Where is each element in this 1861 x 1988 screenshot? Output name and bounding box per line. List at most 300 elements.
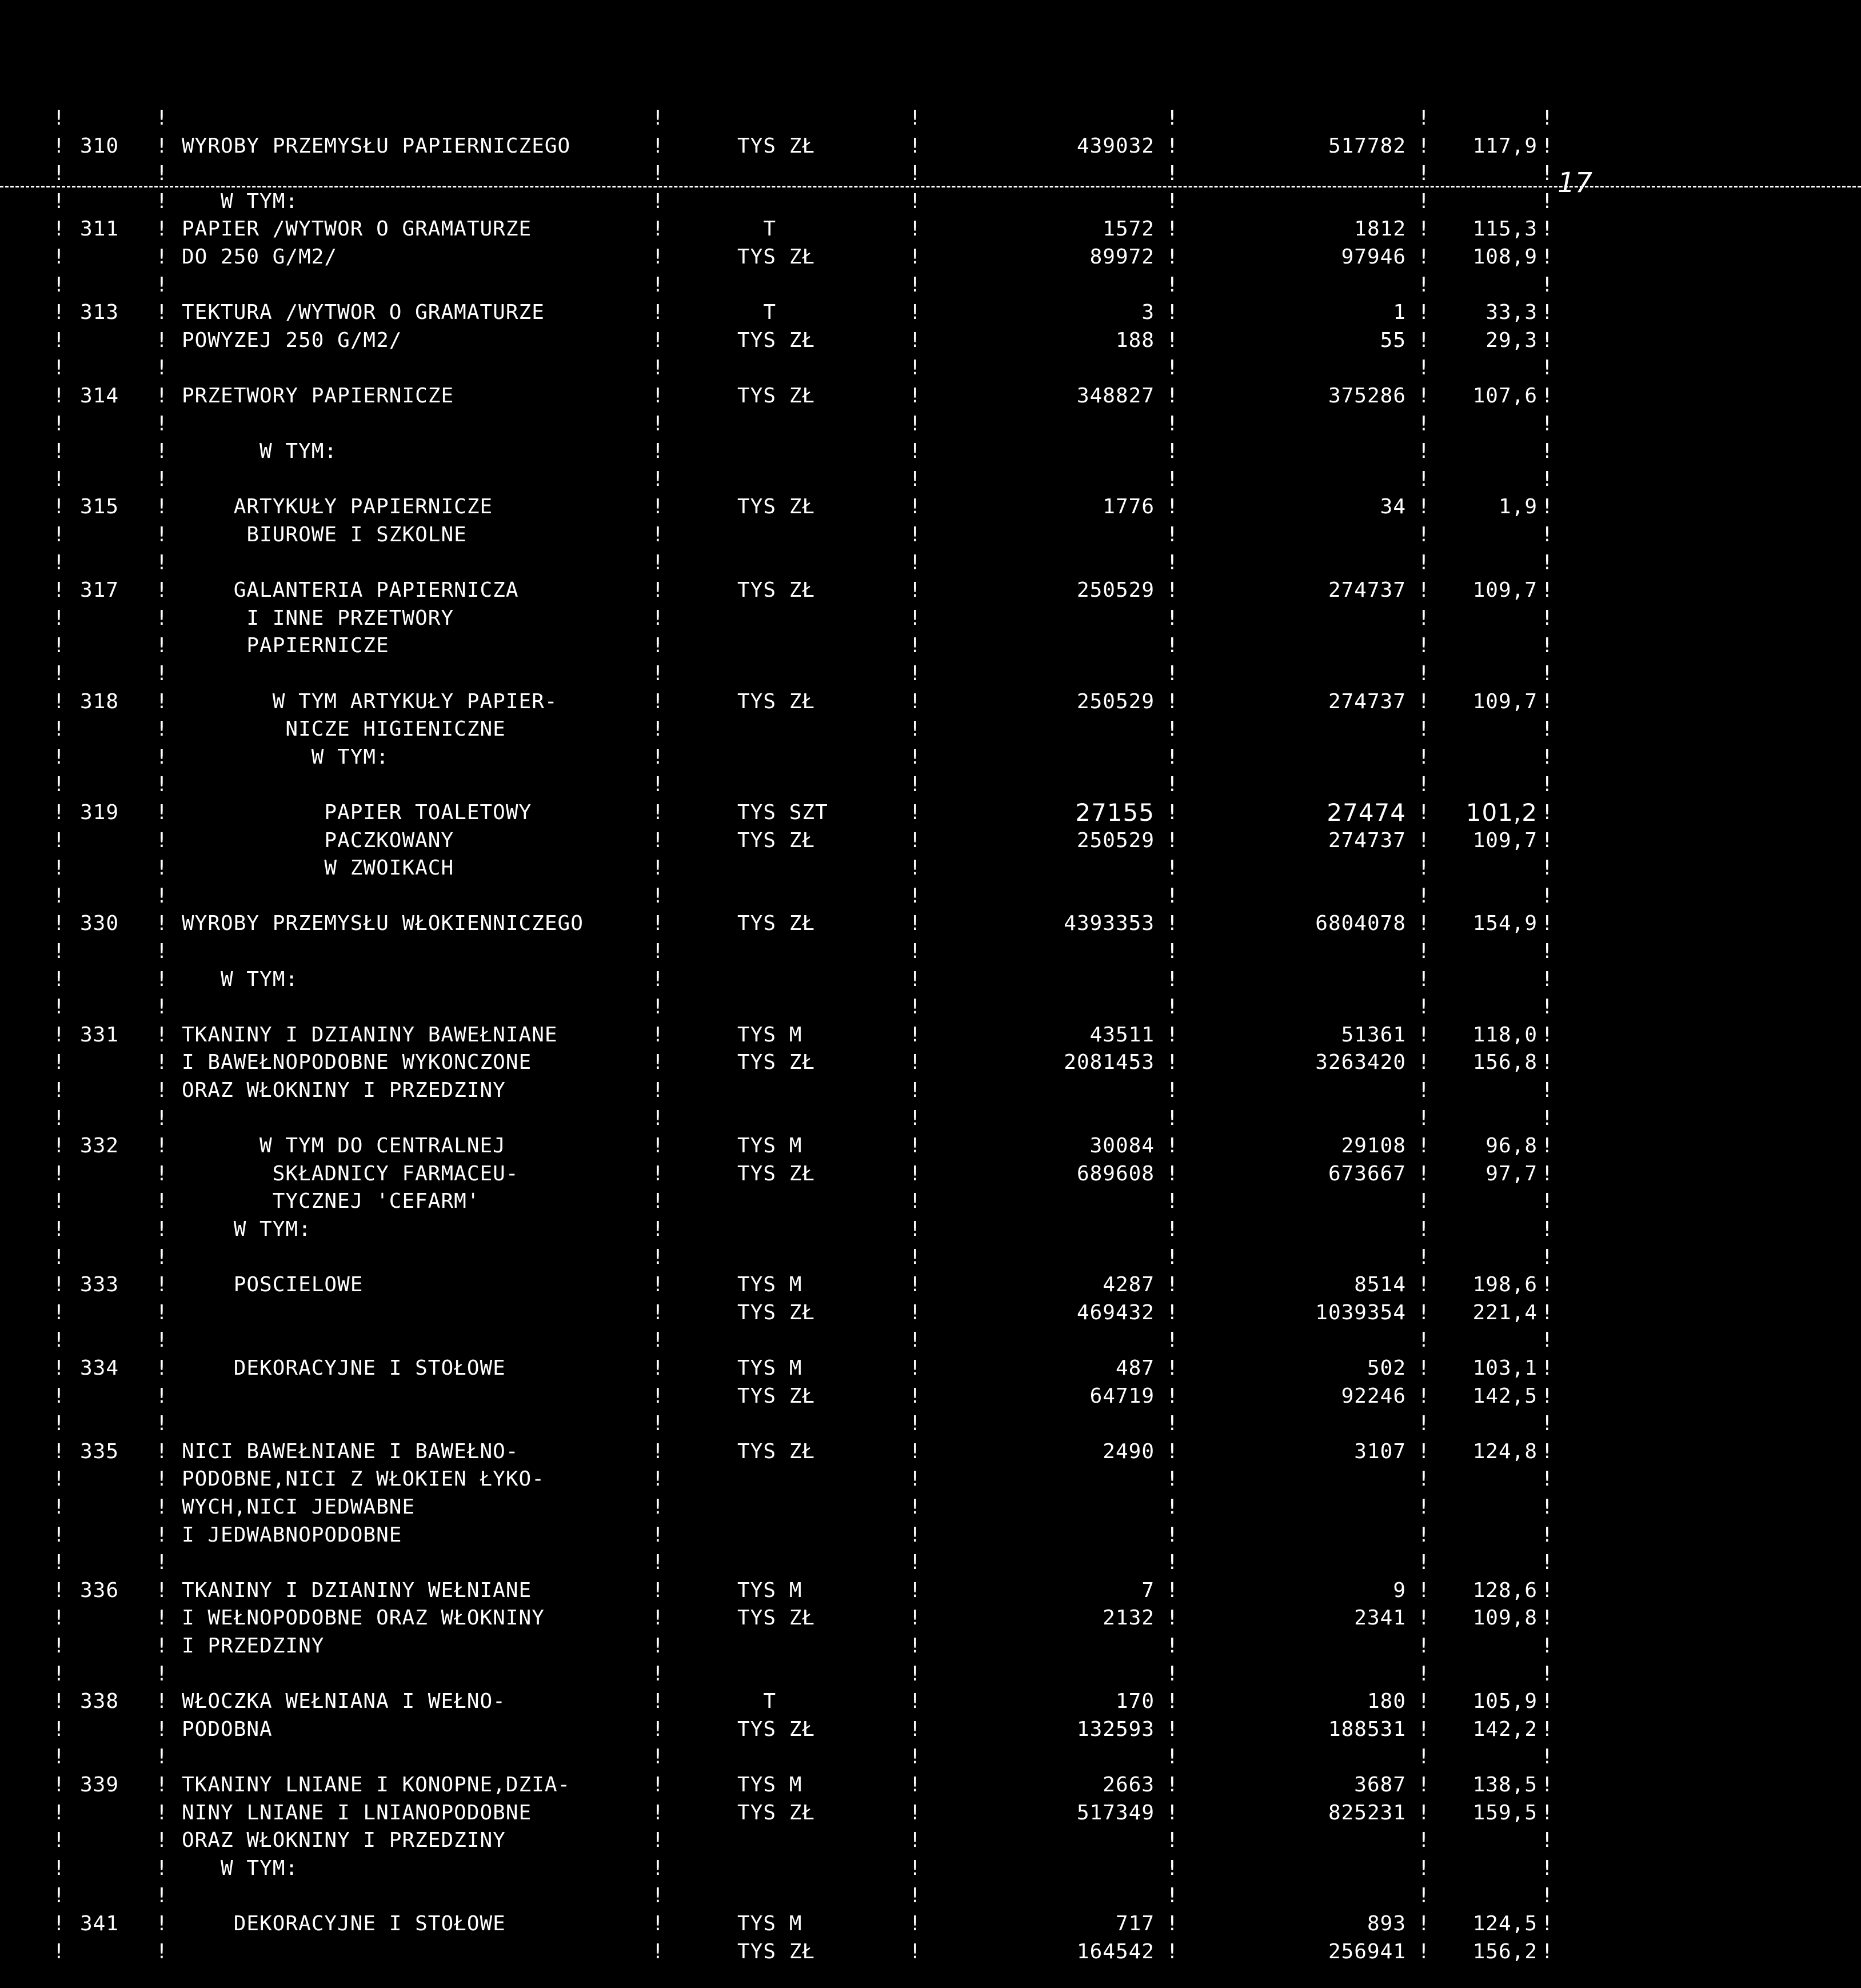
- cell-code: 333: [80, 1273, 119, 1297]
- column-rule: !: [909, 550, 921, 574]
- cell-unit: T: [737, 1690, 777, 1714]
- column-rule: !: [1166, 189, 1179, 213]
- column-rule: !: [652, 523, 664, 546]
- column-rule: !: [1541, 1801, 1554, 1825]
- column-rule: !: [1541, 856, 1554, 880]
- column-rule: !: [155, 1551, 168, 1575]
- cell-v3: 103,1: [1472, 1356, 1537, 1380]
- column-rule: !: [909, 1384, 921, 1408]
- column-rule: !: [1541, 1745, 1554, 1769]
- column-rule: !: [909, 745, 921, 769]
- column-rule: !: [1166, 1634, 1179, 1658]
- column-rule: !: [53, 1384, 65, 1408]
- column-rule: !: [909, 1745, 921, 1769]
- column-rule: !: [909, 578, 921, 602]
- cell-v1: 250529: [1076, 578, 1155, 602]
- cell-v3: 118,0: [1472, 1023, 1537, 1047]
- table-row: [0, 744, 1555, 771]
- cell-v1: 717: [1115, 1912, 1155, 1935]
- column-rule: !: [652, 189, 664, 213]
- table-row: [0, 410, 1555, 438]
- column-rule: !: [155, 1384, 168, 1408]
- column-rule: !: [1417, 384, 1430, 408]
- cell-desc: ORAZ WŁOKNINY I PRZEDZINY: [182, 1829, 506, 1853]
- column-rule: !: [652, 801, 664, 824]
- column-rule: !: [1541, 328, 1554, 352]
- cell-v2: 92246: [1341, 1384, 1406, 1408]
- column-rule: !: [155, 1662, 168, 1686]
- column-rule: !: [53, 1300, 65, 1324]
- cell-v1: 2663: [1103, 1773, 1155, 1797]
- cell-desc: TKANINY LNIANE I KONOPNE,DZIA-: [182, 1773, 571, 1797]
- column-rule: !: [1417, 745, 1430, 769]
- column-rule: !: [1166, 1328, 1179, 1352]
- cell-unit: TYS M: [737, 1356, 802, 1380]
- column-rule: !: [1166, 1495, 1179, 1519]
- column-rule: !: [1166, 1300, 1179, 1324]
- cell-code: 313: [80, 301, 119, 325]
- column-rule: !: [53, 384, 65, 408]
- cell-v1: 517349: [1076, 1801, 1155, 1825]
- column-rule: !: [1166, 1912, 1179, 1935]
- column-rule: !: [53, 745, 65, 769]
- column-rule: !: [1417, 1551, 1430, 1575]
- column-rule: !: [155, 745, 168, 769]
- column-rule: !: [909, 1467, 921, 1491]
- column-rule: !: [909, 1412, 921, 1436]
- cell-code: 339: [80, 1773, 119, 1797]
- column-rule: !: [1166, 828, 1179, 852]
- column-rule: !: [1541, 245, 1554, 269]
- column-rule: !: [652, 1439, 664, 1463]
- cell-v3: 128,6: [1472, 1578, 1537, 1602]
- table-row: [0, 1549, 1555, 1576]
- cell-v1: 469432: [1076, 1300, 1155, 1324]
- cell-v2: 1812: [1354, 217, 1406, 241]
- column-rule: !: [1541, 801, 1554, 824]
- column-rule: !: [909, 1829, 921, 1853]
- cell-desc: PODOBNA: [182, 1717, 273, 1741]
- column-rule: !: [1541, 1523, 1554, 1547]
- column-rule: !: [1417, 940, 1430, 963]
- column-rule: !: [652, 1745, 664, 1769]
- cell-v1: 43511: [1089, 1023, 1155, 1047]
- column-rule: !: [909, 1189, 921, 1213]
- cell-unit: TYS M: [737, 1773, 802, 1797]
- column-rule: !: [53, 245, 65, 269]
- column-rule: !: [53, 1551, 65, 1575]
- cell-v1: 27155: [1075, 799, 1155, 827]
- column-rule: !: [1166, 689, 1179, 713]
- column-rule: !: [1417, 301, 1430, 325]
- column-rule: !: [1417, 189, 1430, 213]
- cell-v2: 502: [1367, 1356, 1406, 1380]
- column-rule: !: [1166, 1829, 1179, 1853]
- cell-unit: TYS ZŁ: [737, 1051, 816, 1075]
- column-rule: !: [652, 1717, 664, 1741]
- column-rule: !: [1541, 1690, 1554, 1714]
- column-rule: !: [909, 717, 921, 741]
- column-rule: !: [652, 1356, 664, 1380]
- cell-v2: 1039354: [1315, 1300, 1406, 1324]
- column-rule: !: [1541, 717, 1554, 741]
- column-rule: !: [909, 1884, 921, 1908]
- column-rule: !: [1166, 1856, 1179, 1880]
- table-row: [0, 910, 1555, 937]
- column-rule: !: [652, 1856, 664, 1880]
- column-rule: !: [53, 1523, 65, 1547]
- column-rule: !: [53, 550, 65, 574]
- cell-v3: 124,8: [1472, 1439, 1537, 1463]
- column-rule: !: [53, 1134, 65, 1158]
- column-rule: !: [652, 1662, 664, 1686]
- column-rule: !: [53, 1161, 65, 1185]
- column-rule: !: [53, 1829, 65, 1853]
- column-rule: !: [1541, 1106, 1554, 1130]
- column-rule: !: [155, 440, 168, 464]
- column-rule: !: [53, 940, 65, 963]
- cell-v1: 2132: [1103, 1606, 1155, 1630]
- column-rule: !: [155, 301, 168, 325]
- column-rule: !: [1166, 495, 1179, 519]
- column-rule: !: [53, 440, 65, 464]
- column-rule: !: [652, 1884, 664, 1908]
- cell-v1: 132593: [1076, 1717, 1155, 1741]
- cell-v3: 1,9: [1498, 495, 1537, 519]
- cell-v2: 3687: [1354, 1773, 1406, 1797]
- column-rule: !: [1417, 773, 1430, 797]
- cell-v1: 689608: [1076, 1161, 1155, 1185]
- column-rule: !: [155, 1273, 168, 1297]
- column-rule: !: [909, 689, 921, 713]
- column-rule: !: [652, 1412, 664, 1436]
- column-rule: !: [1166, 1690, 1179, 1714]
- column-rule: !: [155, 1773, 168, 1797]
- column-rule: !: [1541, 1384, 1554, 1408]
- column-rule: !: [53, 578, 65, 602]
- table-row: [0, 1716, 1555, 1743]
- column-rule: !: [1166, 1884, 1179, 1908]
- column-rule: !: [652, 745, 664, 769]
- cell-v2: 274737: [1328, 689, 1406, 713]
- column-rule: !: [909, 1106, 921, 1130]
- column-rule: !: [155, 1161, 168, 1185]
- column-rule: !: [53, 1439, 65, 1463]
- column-rule: !: [1417, 162, 1430, 186]
- column-rule: !: [652, 912, 664, 936]
- cell-code: 334: [80, 1356, 119, 1380]
- table-row: [0, 1410, 1555, 1438]
- table-row: [0, 549, 1555, 577]
- column-rule: !: [652, 1273, 664, 1297]
- column-rule: !: [652, 967, 664, 991]
- table-row: [0, 382, 1555, 410]
- column-rule: !: [909, 1662, 921, 1686]
- column-rule: !: [1541, 1189, 1554, 1213]
- column-rule: !: [652, 1939, 664, 1963]
- column-rule: !: [1166, 912, 1179, 936]
- column-rule: !: [155, 1328, 168, 1352]
- column-rule: !: [53, 1217, 65, 1241]
- column-rule: !: [909, 1217, 921, 1241]
- table-row: [0, 1049, 1555, 1076]
- cell-desc: I PRZEDZINY: [182, 1634, 325, 1658]
- column-rule: !: [1541, 1551, 1554, 1575]
- column-rule: !: [155, 1217, 168, 1241]
- column-rule: !: [1541, 495, 1554, 519]
- column-rule: !: [155, 523, 168, 546]
- column-rule: !: [155, 217, 168, 241]
- cell-desc: W TYM:: [182, 745, 389, 769]
- cell-v3: 221,4: [1472, 1300, 1537, 1324]
- table-row: [0, 1743, 1555, 1771]
- cell-v1: 3: [1141, 301, 1155, 325]
- column-rule: !: [53, 1023, 65, 1047]
- column-rule: !: [652, 773, 664, 797]
- column-rule: !: [155, 1578, 168, 1602]
- column-rule: !: [53, 1079, 65, 1102]
- column-rule: !: [909, 1939, 921, 1963]
- cell-v2: 9: [1393, 1578, 1406, 1602]
- column-rule: !: [652, 634, 664, 658]
- column-rule: !: [1166, 1051, 1179, 1075]
- cell-v1: 89972: [1089, 245, 1155, 269]
- table-row: [0, 1021, 1555, 1049]
- column-rule: !: [155, 1717, 168, 1741]
- column-rule: !: [652, 1328, 664, 1352]
- column-rule: !: [155, 940, 168, 963]
- column-rule: !: [909, 1079, 921, 1102]
- column-rule: !: [1541, 301, 1554, 325]
- table-row: [0, 1105, 1555, 1132]
- column-rule: !: [1417, 967, 1430, 991]
- column-rule: !: [53, 1745, 65, 1769]
- column-rule: !: [1166, 467, 1179, 491]
- cell-v3: 109,7: [1472, 578, 1537, 602]
- column-rule: !: [1541, 689, 1554, 713]
- cell-desc: PAPIERNICZE: [182, 634, 389, 658]
- cell-desc: ORAZ WŁOKNINY I PRZEDZINY: [182, 1079, 506, 1102]
- cell-unit: TYS ZŁ: [737, 578, 816, 602]
- cell-unit: T: [737, 301, 777, 325]
- table-row: [0, 299, 1555, 326]
- column-rule: !: [909, 1273, 921, 1297]
- cell-unit: TYS ZŁ: [737, 1717, 816, 1741]
- column-rule: !: [652, 440, 664, 464]
- column-rule: !: [155, 245, 168, 269]
- cell-v3: 115,3: [1472, 217, 1537, 241]
- cell-desc: I WEŁNOPODOBNE ORAZ WŁOKNINY: [182, 1606, 545, 1630]
- column-rule: !: [155, 1884, 168, 1908]
- column-rule: !: [909, 1300, 921, 1324]
- column-rule: !: [652, 1523, 664, 1547]
- column-rule: !: [1166, 967, 1179, 991]
- column-rule: !: [1417, 495, 1430, 519]
- column-rule: !: [155, 1467, 168, 1491]
- column-rule: !: [652, 1023, 664, 1047]
- column-rule: !: [652, 134, 664, 158]
- cell-desc: W TYM:: [182, 1217, 312, 1241]
- cell-unit: TYS M: [737, 1578, 802, 1602]
- column-rule: !: [909, 912, 921, 936]
- column-rule: !: [155, 717, 168, 741]
- column-rule: !: [1541, 634, 1554, 658]
- column-rule: !: [53, 412, 65, 436]
- column-rule: !: [1541, 1051, 1554, 1075]
- column-rule: !: [53, 856, 65, 880]
- column-rule: !: [1166, 1939, 1179, 1963]
- column-rule: !: [1541, 1939, 1554, 1963]
- column-rule: !: [652, 1245, 664, 1269]
- table-row: [0, 188, 1555, 215]
- cell-v3: 96,8: [1485, 1134, 1537, 1158]
- cell-v1: 164542: [1076, 1939, 1155, 1963]
- column-rule: !: [53, 1939, 65, 1963]
- column-rule: !: [1417, 1606, 1430, 1630]
- column-rule: !: [1417, 440, 1430, 464]
- column-rule: !: [53, 801, 65, 824]
- column-rule: !: [1417, 1801, 1430, 1825]
- cell-unit: TYS ZŁ: [737, 1801, 816, 1825]
- cell-unit: TYS ZŁ: [737, 328, 816, 352]
- column-rule: !: [1417, 1079, 1430, 1102]
- column-rule: !: [1166, 745, 1179, 769]
- column-rule: !: [1166, 1384, 1179, 1408]
- cell-desc: PRZETWORY PAPIERNICZE: [182, 384, 454, 408]
- cell-desc: PAPIER /WYTWOR O GRAMATURZE: [182, 217, 532, 241]
- column-rule: !: [1166, 1662, 1179, 1686]
- column-rule: !: [155, 162, 168, 186]
- column-rule: !: [53, 1912, 65, 1935]
- column-rule: !: [53, 273, 65, 297]
- column-rule: !: [1541, 1606, 1554, 1630]
- column-rule: !: [1166, 884, 1179, 908]
- column-rule: !: [1417, 1717, 1430, 1741]
- column-rule: !: [1417, 1939, 1430, 1963]
- column-rule: !: [909, 1495, 921, 1519]
- column-rule: !: [1541, 1662, 1554, 1686]
- column-rule: !: [53, 634, 65, 658]
- column-rule: !: [1166, 412, 1179, 436]
- cell-desc: WYROBY PRZEMYSŁU PAPIERNICZEGO: [182, 134, 571, 158]
- column-rule: !: [1541, 1884, 1554, 1908]
- column-rule: !: [1166, 634, 1179, 658]
- cell-desc: W ZWOIKACH: [182, 856, 454, 880]
- cell-v2: 29108: [1341, 1134, 1406, 1158]
- column-rule: !: [53, 217, 65, 241]
- column-rule: !: [909, 328, 921, 352]
- cell-v2: 274737: [1328, 828, 1406, 852]
- table-row: [0, 799, 1555, 827]
- column-rule: !: [1541, 995, 1554, 1019]
- column-rule: !: [1541, 550, 1554, 574]
- column-rule: !: [155, 1106, 168, 1130]
- cell-v3: 108,9: [1472, 245, 1537, 269]
- column-rule: !: [652, 1161, 664, 1185]
- column-rule: !: [1166, 940, 1179, 963]
- column-rule: !: [1541, 578, 1554, 602]
- column-rule: !: [652, 1189, 664, 1213]
- column-rule: !: [652, 1578, 664, 1602]
- column-rule: !: [1166, 217, 1179, 241]
- cell-desc: I BAWEŁNOPODOBNE WYKONCZONE: [182, 1051, 532, 1075]
- cell-v1: 2490: [1103, 1439, 1155, 1463]
- column-rule: !: [1166, 1412, 1179, 1436]
- cell-unit: TYS SZT: [737, 801, 828, 824]
- cell-v1: 1572: [1103, 217, 1155, 241]
- cell-v1: 188: [1115, 328, 1155, 352]
- column-rule: !: [1166, 384, 1179, 408]
- column-rule: !: [155, 1856, 168, 1880]
- column-rule: !: [1541, 773, 1554, 797]
- column-rule: !: [1417, 1912, 1430, 1935]
- cell-v3: 101,2: [1465, 799, 1537, 827]
- cell-unit: TYS ZŁ: [737, 828, 816, 852]
- column-rule: !: [1166, 1356, 1179, 1380]
- cell-unit: TYS ZŁ: [737, 1300, 816, 1324]
- cell-v2: 3263420: [1315, 1051, 1406, 1075]
- cell-code: 314: [80, 384, 119, 408]
- column-rule: !: [155, 1439, 168, 1463]
- column-rule: !: [1541, 745, 1554, 769]
- column-rule: !: [53, 995, 65, 1019]
- cell-desc: W TYM ARTYKUŁY PAPIER-: [182, 689, 558, 713]
- column-rule: !: [1541, 1856, 1554, 1880]
- column-rule: !: [652, 1384, 664, 1408]
- column-rule: !: [1166, 1551, 1179, 1575]
- column-rule: !: [652, 495, 664, 519]
- column-rule: !: [1541, 1356, 1554, 1380]
- table-row: [0, 632, 1555, 660]
- column-rule: !: [1417, 134, 1430, 158]
- table-row: [0, 577, 1555, 604]
- column-rule: !: [1541, 1161, 1554, 1185]
- column-rule: !: [53, 328, 65, 352]
- column-rule: !: [1541, 1328, 1554, 1352]
- column-rule: !: [1417, 1328, 1430, 1352]
- cell-v3: 124,5: [1472, 1912, 1537, 1935]
- column-rule: !: [53, 1884, 65, 1908]
- column-rule: !: [155, 689, 168, 713]
- column-rule: !: [1541, 1829, 1554, 1853]
- column-rule: !: [909, 1161, 921, 1185]
- column-rule: !: [53, 1189, 65, 1213]
- cell-desc: BIUROWE I SZKOLNE: [182, 523, 467, 546]
- column-rule: !: [1166, 1134, 1179, 1158]
- column-rule: !: [1541, 1717, 1554, 1741]
- column-rule: !: [909, 1606, 921, 1630]
- cell-desc: W TYM:: [182, 967, 299, 991]
- column-rule: !: [1417, 1467, 1430, 1491]
- column-rule: !: [909, 1245, 921, 1269]
- column-rule: !: [155, 134, 168, 158]
- column-rule: !: [1417, 1829, 1430, 1853]
- cell-code: 317: [80, 578, 119, 602]
- column-rule: !: [53, 495, 65, 519]
- cell-v2: 3107: [1354, 1439, 1406, 1463]
- column-rule: !: [1417, 1745, 1430, 1769]
- column-rule: !: [1417, 634, 1430, 658]
- column-rule: !: [53, 1578, 65, 1602]
- column-rule: !: [652, 1912, 664, 1935]
- column-rule: !: [155, 550, 168, 574]
- cell-desc: PODOBNE,NICI Z WŁOKIEN ŁYKO-: [182, 1467, 545, 1491]
- cell-v3: 117,9: [1472, 134, 1537, 158]
- column-rule: !: [1541, 273, 1554, 297]
- column-rule: !: [53, 1662, 65, 1686]
- table-row: [0, 1494, 1555, 1521]
- column-rule: !: [53, 1356, 65, 1380]
